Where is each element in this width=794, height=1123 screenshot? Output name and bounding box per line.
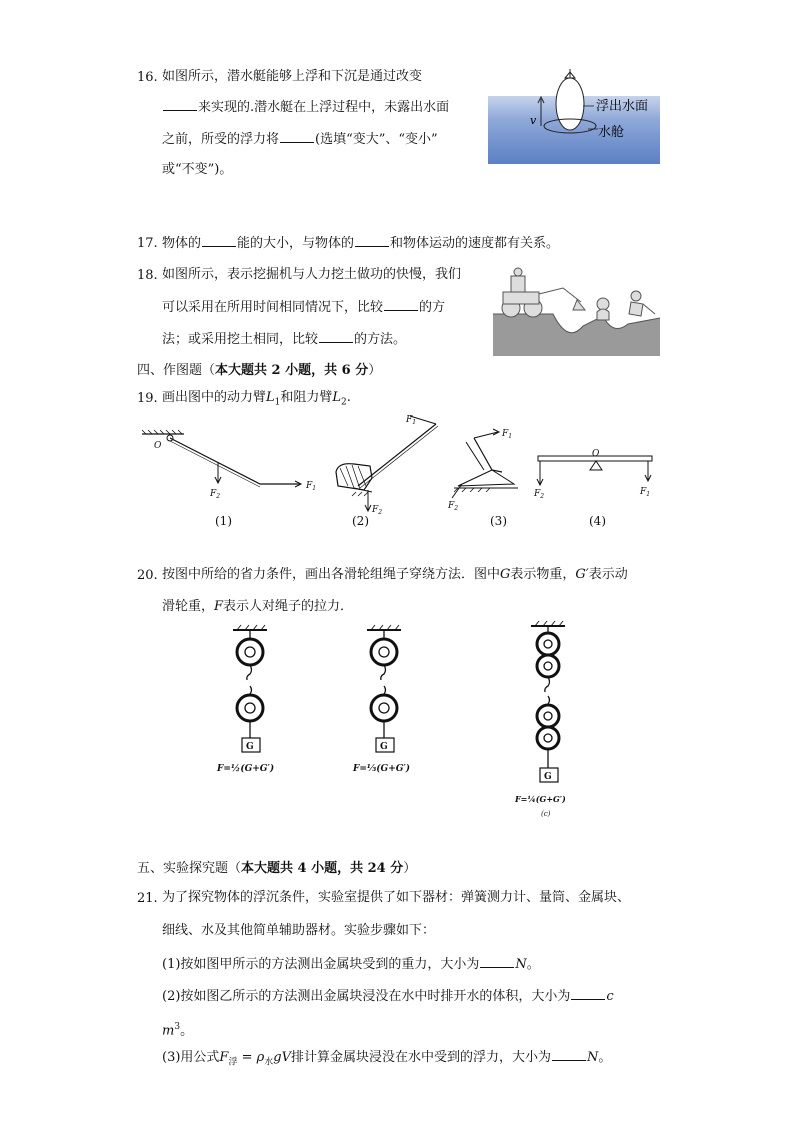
velocity-label: v [530, 114, 537, 127]
q21-step2-text: (2)按如图乙所示的方法测出金属块浸没在水中时排开水的体积，大小为 [162, 989, 571, 1004]
q21-step2-unit-c: c [606, 989, 614, 1004]
section5-title [137, 857, 416, 876]
q16-blank1[interactable] [163, 98, 197, 111]
q21-blank1[interactable] [480, 955, 514, 968]
q20-line2 [162, 598, 353, 616]
section5-title-a: 五、实验探究题（ [137, 861, 242, 876]
q21-step1-unit: N [515, 957, 527, 972]
lever-figure-3 [447, 429, 518, 512]
q19-l2-sub: 2 [341, 397, 347, 408]
excavator-figure [493, 266, 660, 356]
q20-line1 [162, 566, 628, 584]
q19-l1-sub: 1 [274, 397, 281, 408]
q21-step3-rho-sub: 水 [264, 1057, 274, 1068]
q16-number: 16. [137, 70, 158, 85]
cabin-label: 水舱 [598, 125, 625, 140]
q17-number: 17. [137, 236, 158, 251]
svg-text:F1: $F_1$ [640, 487, 651, 498]
q16-line3-text-a: 之前，所受的浮力将 [162, 132, 280, 147]
weight-label-c: G [544, 772, 552, 782]
q16-line2 [162, 98, 449, 117]
q19-number: 19. [137, 391, 158, 406]
svg-text:F2: $F_2$ [210, 489, 221, 500]
q16-line1: 如图所示，潜水艇能够上浮和下沉是通过改变 [162, 69, 423, 84]
ground [493, 314, 660, 356]
q18-number: 18. [137, 268, 158, 283]
svg-text:F1: $F_1$ [406, 415, 417, 426]
q17-blank1[interactable] [202, 234, 236, 247]
q16-line4: 或“不变”)。 [162, 162, 233, 177]
q20-line2-a: 滑轮重， [162, 599, 215, 614]
q18-line1: 如图所示，表示挖掘机与人力挖土做功的快慢，我们 [162, 267, 462, 282]
svg-text:F2: $F_2$ [372, 505, 383, 516]
formula-a: F=½(G+G′) [217, 764, 275, 774]
submarine-hull [556, 78, 584, 130]
pivot-label-1: O [154, 441, 162, 451]
weight-label-a: G [246, 742, 254, 752]
q20-line1-b: 表示物重， [510, 567, 576, 582]
section4-title [137, 359, 381, 378]
q20-line1-a: 按图中所给的省力条件，画出各滑轮组绳子穿绕方法．图中 [162, 567, 501, 582]
lever-figure-1 [142, 430, 316, 500]
q21-step2-cont [162, 1018, 193, 1040]
q20-line1-c: 表示动 [588, 567, 628, 582]
q17-line [162, 234, 559, 253]
q21-step2-sup: 3 [174, 1022, 181, 1032]
q18-blank2[interactable] [319, 330, 353, 343]
q16-blank2[interactable] [280, 130, 314, 143]
q18-line2-text-a: 可以采用在所用时间相同情况下，比较 [162, 300, 384, 315]
lever-figures [140, 412, 670, 527]
q21-step2-unit-m: m [162, 1023, 175, 1039]
q21-number: 21. [137, 891, 158, 906]
q19-text-a: 画出图中的动力臂 [162, 390, 267, 405]
q21-step3-end: 。 [598, 1050, 612, 1065]
q21-step1-end: 。 [526, 957, 540, 972]
svg-text:F2: $F_2$ [448, 501, 459, 512]
section5-title-end: ） [403, 861, 417, 876]
pivot-label-4: O [592, 449, 600, 459]
q18-line3-text-a: 法；或采用挖土相同，比较 [162, 332, 319, 347]
svg-text:F2: $F_2$ [534, 489, 545, 500]
digger-person-icon [597, 291, 655, 320]
submarine-figure [488, 66, 660, 166]
section4-title-a: 四、作图题（ [137, 363, 216, 378]
q21-step3-text: 排计算金属块浸没在水中受到的浮力，大小为 [291, 1050, 552, 1065]
q19-l1: L [266, 390, 275, 405]
q21-step3-rho: = ρ [237, 1050, 265, 1065]
surface-label: 浮出水面 [596, 99, 649, 114]
q21-blank2[interactable] [571, 987, 605, 1000]
q21-line1: 为了探究物体的浮沉条件，实验室提供了如下器材：弹簧测力计、量筒、金属块、 [162, 890, 631, 905]
q17-blank2[interactable] [355, 234, 389, 247]
q20-gprime: G′ [575, 567, 589, 582]
q19-text-b: 和阻力臂 [280, 390, 333, 405]
q19-l2: L [332, 390, 342, 405]
weight-label-b: G [380, 742, 388, 752]
formula-b: F=⅓(G+G′) [353, 764, 411, 774]
q19-text-c: . [346, 390, 351, 405]
pulley-system-b [352, 625, 410, 774]
q20-line2-b: 表示人对绳子的拉力． [223, 599, 354, 614]
q21-step1 [162, 955, 540, 974]
section5-title-bold: 本大题共 4 小题，共 24 分 [241, 861, 404, 876]
q16-line3-text-b: (选填“变大”、“变小” [315, 132, 438, 147]
q21-step3-unit: N [587, 1050, 599, 1065]
q18-line2 [162, 298, 445, 317]
sublabel-c: (c) [541, 810, 551, 818]
q20-number: 20. [137, 568, 158, 583]
excavator-icon [502, 268, 585, 317]
q21-step3 [162, 1048, 611, 1072]
q17-text-c: 和物体运动的速度都有关系。 [390, 236, 560, 251]
lever-caption-1: (1) [215, 514, 232, 528]
q16-line3 [162, 130, 438, 149]
lever-figure-4 [533, 449, 652, 500]
q21-step3-gv: gV [273, 1050, 292, 1065]
pulley-figures [215, 620, 595, 825]
q21-step3-f-sub: 浮 [228, 1057, 238, 1068]
q21-blank3[interactable] [552, 1048, 586, 1061]
lever-caption-3: (3) [490, 514, 507, 528]
lever-caption-2: (2) [352, 514, 369, 528]
svg-text:F1: $F_1$ [502, 429, 513, 440]
q20-g: G [500, 567, 511, 582]
q21-step2-end: 。 [180, 1023, 194, 1039]
section4-title-end: ） [368, 363, 382, 378]
q21-line2: 细线、水及其他简单辅助器材。实验步骤如下： [162, 923, 436, 938]
q16-line2-text: 来实现的.潜水艇在上浮过程中，未露出水面 [198, 100, 450, 115]
q18-line3-text-b: 的方法。 [354, 332, 407, 347]
pulley-system-c [514, 621, 566, 818]
svg-text:F1: $F_1$ [306, 481, 317, 492]
q21-step1-text: (1)按如图甲所示的方法测出金属块受到的重力，大小为 [162, 957, 480, 972]
q17-text-b: 能的大小，与物体的 [237, 236, 355, 251]
q19-line [162, 389, 351, 412]
q21-step3-a: (3)用公式 [162, 1050, 220, 1065]
formula-c: F=¼(G+G′) [515, 794, 566, 804]
q18-line2-text-b: 的方 [419, 300, 446, 315]
q20-f: F [214, 599, 224, 614]
q21-step2 [162, 987, 614, 1006]
q18-line3 [162, 330, 406, 349]
q21-step3-f: F [219, 1050, 229, 1065]
pulley-system-a [216, 625, 274, 774]
section4-title-bold: 本大题共 2 小题，共 6 分 [215, 363, 369, 378]
lever-figure-2 [336, 415, 438, 516]
lever-caption-4: (4) [589, 514, 606, 528]
q18-blank1[interactable] [384, 298, 418, 311]
q17-text-a: 物体的 [162, 236, 202, 251]
